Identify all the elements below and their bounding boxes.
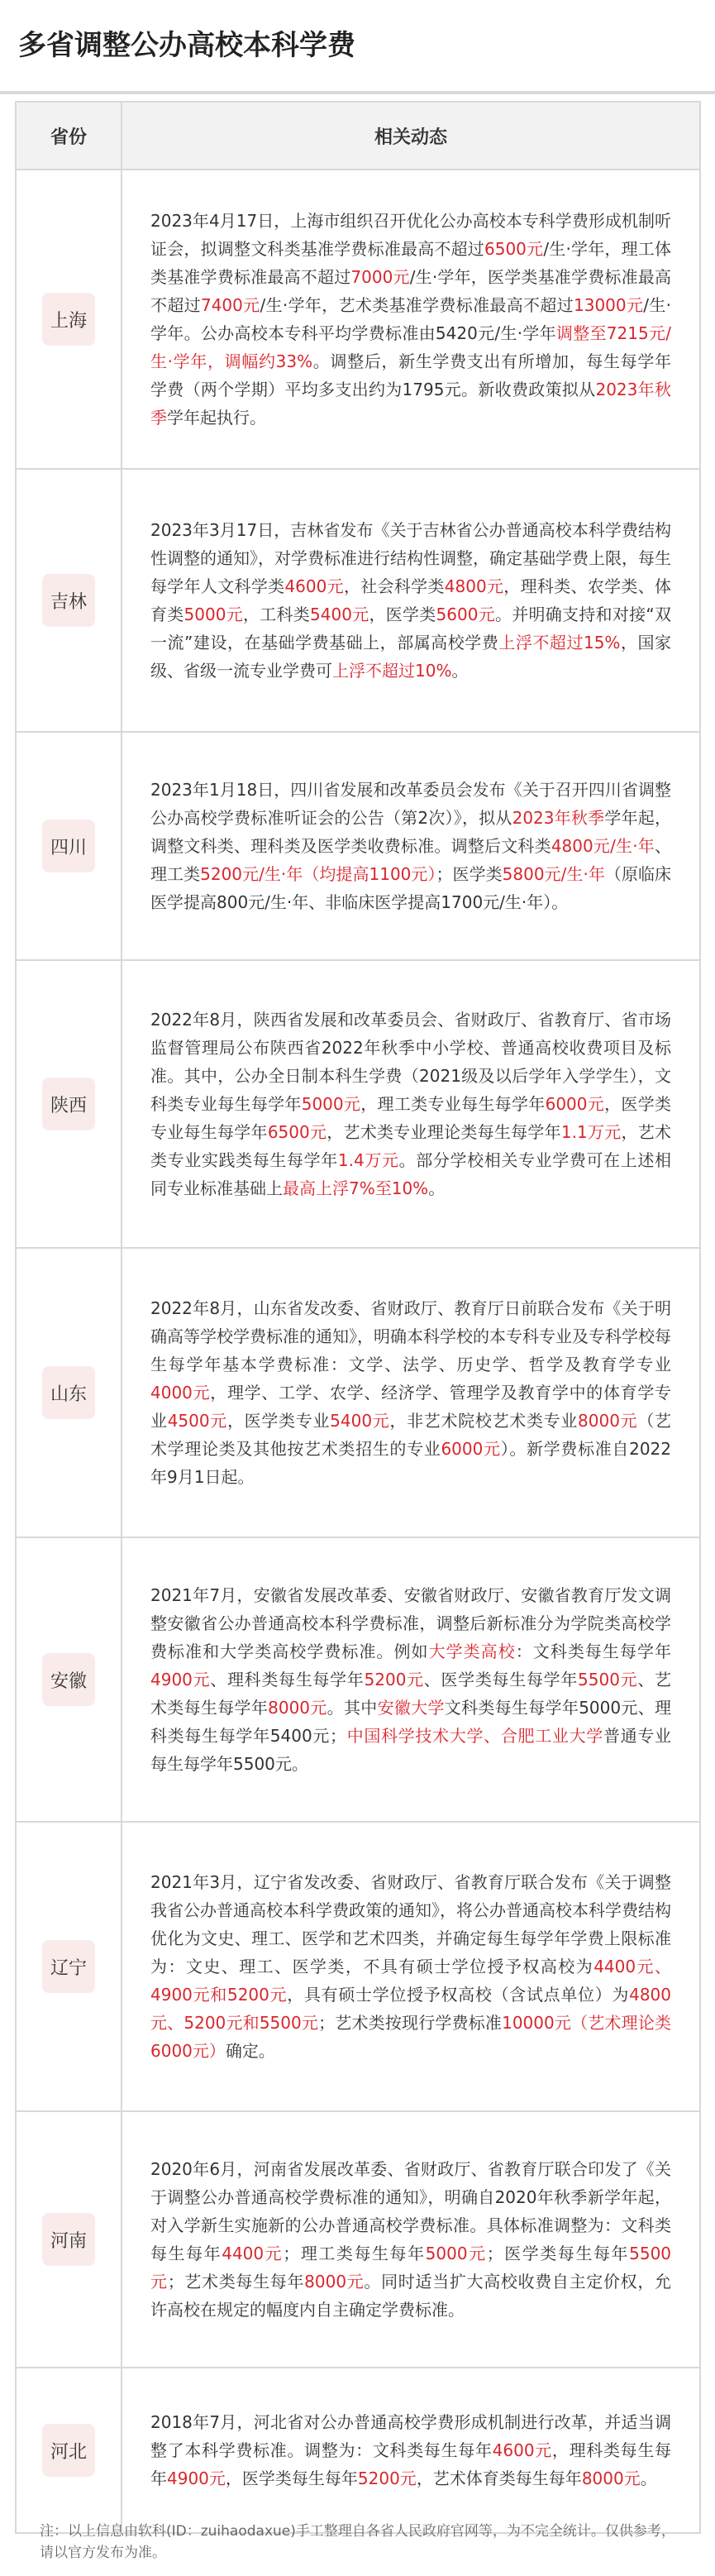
text-segment: ，医学类 [369,605,436,624]
text-segment: 学年起执行。 [167,408,266,428]
text-segment: 。其中 [327,1698,378,1718]
highlight-value: 最高上浮7%至10% [283,1178,429,1198]
highlight-value: 4900元 [150,1670,211,1689]
table-row [16,1537,700,1822]
highlight-value: 5500元 [578,1670,638,1689]
text-segment: ；医学类每生每年 [486,2244,630,2263]
text-segment: 2018年7月，河北省对公办普通高校学费形成机制进行改革，并适当调整了本科学费标准。调整为：文科类每生每年 [150,2412,671,2460]
highlight-value: 4600元 [284,576,344,596]
highlight-value: 1.1万元 [560,1122,622,1142]
highlight-value: 8000元 [304,2272,365,2292]
province-cell [16,1822,122,2111]
text-segment: ；医学类 [436,864,503,884]
text-segment: ，非艺术院校艺术类专业 [389,1411,579,1431]
text-segment: 、理工类 [150,836,672,884]
table-row [16,469,700,732]
update-text-cell [122,1537,700,1822]
highlight-value: 1.4万元 [337,1150,399,1170]
highlight-value: 中国科学技术大学、合肥工业大学 [346,1726,603,1746]
text-segment: ，医学类专业 [226,1411,331,1431]
highlight-value: 8000元 [578,1411,638,1431]
text-segment: 文科类每生每学年5000元、理科类每生每学年5400元； [150,1698,672,1746]
update-text-cell [122,2368,700,2533]
text-segment: ：文科类每生每学年 [515,1642,672,1661]
highlight-value: 大学类高校 [428,1642,516,1661]
text-segment: ，理科类、农学类、体育类 [150,576,672,624]
highlight-value: 5600元 [436,605,495,624]
highlight-value: 4400元、4900元和5200元 [150,1957,671,2005]
highlight-value: 2023年秋季 [150,380,671,428]
highlight-value: 安徽大学 [377,1698,445,1718]
update-text-cell [122,960,700,1248]
province-name: 河南 [50,2230,87,2252]
text-segment: 2022年8月，山东省发改委、省财政厅、教育厅日前联合发布《关于明确高等学校学费标准的通知》，明确本科学校的本专科专业及专科学校每生每学年基本学费标准：文学、法学、历史学、哲学及教育学专业 [150,1298,671,1374]
text-segment: ）。新学费标准自2022年9月1日起。 [150,1439,671,1487]
highlight-value: 4500元 [167,1411,227,1431]
text-segment: 。并明确支持和对接“双一流”建设，在基础学费基础上，部属高校学费 [150,605,671,652]
highlight-value: 4000元 [150,1383,211,1403]
text-segment: ，理科类每生每年 [150,2440,671,2488]
highlight-value: 5000元 [425,2244,487,2263]
province-name: 吉林 [50,591,87,613]
province-cell [16,960,122,1248]
province-name: 上海 [50,310,87,332]
table-body [16,170,700,2533]
text-segment: ；艺术类按现行学费标准 [318,2013,503,2033]
text-segment: 。同时适当扩大高校收费自主定价权，允许高校在规定的幅度内自主确定学费标准。 [150,2272,672,2320]
highlight-value: 6000元 [441,1439,501,1459]
highlight-value: 13000元 [574,295,644,315]
highlight-value: 5200元 [364,1670,424,1689]
update-text-cell [122,1822,700,2111]
text-segment: /生·学年，理工体类基准学费标准最高不超过 [150,239,672,287]
province-cell [16,469,122,732]
table-row [16,960,700,1248]
province-name: 山东 [50,1384,87,1405]
text-segment: /生·学年，医学类基准学费标准最高不超过 [150,267,672,315]
text-segment: 。调整后，新生学费支出有所增加，每生每学年学费（两个学期）平均多支出约为1795元。新收费政策拟从 [150,351,672,399]
highlight-value: 8000元 [581,2468,641,2488]
highlight-value: 6000元 [545,1094,605,1114]
divider [0,91,715,94]
text-segment: ，工科类 [242,605,311,624]
text-segment: ，医学类专业每生每学年 [150,1094,672,1142]
text-segment: ，艺术类专业理论类每生每学年 [327,1122,561,1142]
highlight-value: 7400元 [200,295,260,315]
text-segment: ；艺术类每生每年 [167,2272,305,2292]
text-segment: 确定。 [225,2041,275,2061]
highlight-value: 4800元、5200元和5500元 [150,1985,672,2033]
text-segment: （艺术学理论类及其他按艺术类招生的专业 [150,1411,672,1459]
text-segment: ，理工类专业每生每学年 [360,1094,546,1114]
text-segment: （原临床医学提高800元/生·年、非临床医学提高1700元/生·年）。 [150,864,672,912]
highlight-value: 8000元 [268,1698,327,1718]
highlight-value: 5000元 [301,1094,361,1114]
header-province: 省份 [16,102,122,170]
highlight-value: 4900元 [167,2468,226,2488]
text-segment: 。部分学校相关专业学费可在上述相同专业标准基础上 [150,1150,672,1198]
text-segment: ，社会科学类 [343,576,445,596]
province-cell [16,732,122,960]
text-segment: 2023年3月17日，吉林省发布《关于吉林省公办普通高校本科学费结构性调整的通知》，对学费标准进行结构性调整，确定基础学费上限，每生每学年人文科学类 [150,520,671,596]
text-segment: ，具有硕士学位授予权高校（含试点单位）为 [287,1985,630,2005]
text-segment: 2022年8月，陕西省发展和改革委员会、省财政厅、省教育厅、省市场监督管理局公布陕西省2022年秋季中小学校、普通高校收费项目及标准。其中，公办全日制本科生学费（2021级及以后学年入学学生），文科类专业每生每学年 [150,1010,671,1114]
text-segment: ；理工类每生每年 [283,2244,426,2263]
highlight-value: 6500元 [267,1122,327,1142]
footnote: 注：以上信息由软科(ID：zuihaodaxue)手工整理自各省人民政府官网等，为不完全统计。仅供参考，请以官方发布为准。 [40,2523,675,2561]
text-segment: 2023年4月17日，上海市组织召开优化公办高校本专科学费形成机制听证会，拟调整文科类基准学费标准最高不超过 [150,211,671,259]
text-segment: 、医学类每生每学年 [423,1670,579,1689]
table-row [16,732,700,960]
highlight-value: 4800元/生·年 [551,836,655,856]
text-segment: ，艺术体育类每生每年 [416,2468,582,2488]
text-segment: 。 [640,2468,657,2488]
province-name: 河北 [50,2441,87,2463]
table-row [16,1822,700,2111]
province-name: 四川 [50,837,87,858]
page-title: 多省调整公办高校本科学费 [18,29,355,62]
highlight-value: 10000元（艺术理论类6000元） [150,2013,672,2061]
province-cell [16,2368,122,2533]
table-row [16,2111,700,2368]
highlight-value: 6500元 [484,239,544,259]
update-text-cell [122,469,700,732]
text-segment: 2021年7月，安徽省发展改革委、安徽省财政厅、安徽省教育厅发文调整安徽省公办普通高校本科学费标准，调整后新标准分为学院类高校学费标准和大学类高校学费标准。例如 [150,1585,671,1661]
highlight-value: 5400元 [310,605,369,624]
update-text-cell [122,170,700,469]
highlight-value: 调整至7215元/生·学年，调幅约33% [150,323,671,371]
table-header-row [16,102,700,170]
update-text-cell [122,1248,700,1537]
fees-table [15,101,701,2534]
province-cell [16,2111,122,2368]
text-segment: 。 [428,1178,446,1198]
province-name: 辽宁 [50,1957,87,1979]
highlight-value: 7000元 [350,267,410,287]
highlight-value: 4600元 [492,2440,552,2460]
highlight-value: 5500元 [150,2244,672,2292]
text-segment: 2021年3月，辽宁省发改委、省财政厅、省教育厅联合发布《关于调整我省公办普通高校本科学费政策的通知》，将公办普通高校本科学费结构优化为文史、理工、医学和艺术四类，并确定每生每学年学费上限标准为：文史、理工、医学类，不具有硕士学位授予权高校为 [150,1872,671,1976]
highlight-value: 4400元 [222,2244,284,2263]
highlight-value: 5000元 [184,605,243,624]
table-row [16,2368,700,2533]
text-segment: 。 [451,661,469,681]
text-segment: /生·学年，艺术类基准学费标准最高不超过 [260,295,574,315]
table-row [16,170,700,469]
highlight-value: 2023年秋季 [512,808,605,828]
highlight-value: 上浮不超过10% [332,661,452,681]
highlight-value: 4800元 [444,576,504,596]
text-segment: /生·学年。公办高校本专科平均学费标准由5420元/生·学年 [150,295,671,343]
province-cell [16,1248,122,1537]
table-row [16,1248,700,1537]
header-updates: 相关动态 [122,102,700,170]
province-cell [16,1537,122,1822]
update-text-cell [122,2111,700,2368]
province-cell [16,170,122,469]
text-segment: 普通专业每生每学年5500元。 [150,1726,672,1774]
text-segment: ，国家级、省级一流专业学费可 [150,633,672,681]
text-segment: 、艺术类每生每学年 [150,1670,672,1718]
text-segment: 2020年6月，河南省发展改革委、省财政厅、省教育厅联合印发了《关于调整公办普通高校学费标准的通知》，明确自2020年秋季新学年起，对入学新生实施新的公办普通高校学费标准。具体标准调整为：文科类每生每年 [150,2159,671,2263]
text-segment: 学年起，调整文科类、理科类及医学类收费标准。调整后文科类 [150,808,671,856]
text-segment: 2023年1月18日，四川省发展和改革委员会发布《关于召开四川省调整公办高校学费标准听证会的公告（第2次）》，拟从 [150,780,671,828]
text-segment: ，理学、工学、农学、经济学、管理学及教育学中的体育学专业 [150,1383,671,1431]
text-segment: ，艺术类专业实践类每生每学年 [150,1122,672,1170]
text-segment: ，医学类每生每年 [225,2468,358,2488]
highlight-value: 5200元/生·年（均提高1100元） [200,864,436,884]
update-text-cell [122,732,700,960]
province-name: 安徽 [50,1670,87,1692]
province-name: 陕西 [50,1095,87,1116]
highlight-value: 5400元 [330,1411,390,1431]
highlight-value: 5800元/生·年 [502,864,605,884]
text-segment: 、理科类每生每学年 [210,1670,365,1689]
highlight-value: 5200元 [357,2468,417,2488]
highlight-value: 上浮不超过15% [498,633,621,652]
